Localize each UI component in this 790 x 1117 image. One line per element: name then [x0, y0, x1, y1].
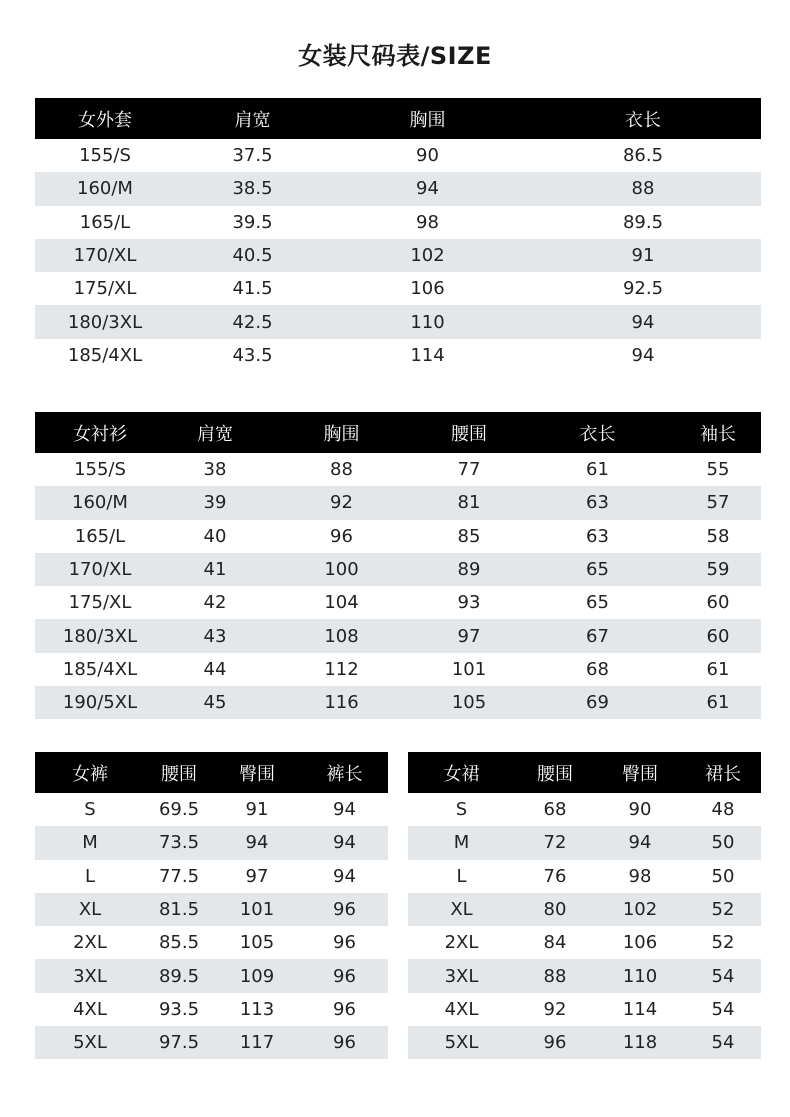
table-row	[35, 139, 761, 172]
column-header: 女衬衫	[73, 423, 127, 445]
measurement-cell: 40	[203, 525, 227, 547]
table-row	[35, 993, 388, 1026]
measurement-cell: 59	[706, 559, 730, 581]
measurement-cell: 94	[628, 832, 652, 854]
table-row	[35, 486, 761, 519]
size-label-cell: M	[453, 832, 470, 854]
size-label-cell: 155/S	[79, 145, 131, 167]
table-row	[35, 520, 761, 553]
table-header-row	[35, 752, 388, 793]
table-row	[408, 1026, 761, 1059]
measurement-cell: 94	[333, 799, 356, 821]
pants-size-table	[35, 752, 388, 1059]
measurement-cell: 63	[586, 525, 609, 547]
table-row	[408, 826, 761, 859]
column-header: 衣长	[579, 423, 616, 445]
size-label-cell: 2XL	[444, 932, 479, 954]
measurement-cell: 54	[711, 1032, 735, 1054]
measurement-cell: 102	[622, 899, 658, 921]
table-row	[408, 959, 761, 992]
measurement-cell: 69.5	[158, 799, 200, 821]
measurement-cell: 109	[239, 965, 275, 987]
size-label-cell: 170/XL	[73, 245, 137, 267]
measurement-cell: 88	[631, 178, 655, 200]
measurement-cell: 54	[711, 998, 735, 1020]
table-row	[408, 893, 761, 926]
measurement-cell: 77	[457, 459, 481, 481]
size-label-cell: S	[84, 799, 96, 821]
size-label-cell: 180/3XL	[62, 625, 138, 647]
measurement-cell: 43	[203, 625, 227, 647]
size-label-cell: 165/L	[79, 211, 131, 233]
table-row	[35, 860, 388, 893]
measurement-cell: 67	[586, 625, 609, 647]
size-label-cell: 160/M	[77, 178, 133, 200]
measurement-cell: 60	[706, 592, 730, 614]
measurement-cell: 84	[543, 932, 567, 954]
measurement-cell: 57	[706, 492, 730, 514]
measurement-cell: 39.5	[232, 211, 273, 233]
measurement-cell: 116	[324, 692, 359, 714]
jacket-size-table	[35, 98, 761, 372]
measurement-cell: 105	[239, 932, 275, 954]
measurement-cell: 65	[586, 592, 609, 614]
measurement-cell: 72	[543, 832, 567, 854]
size-label-cell: 165/L	[74, 525, 126, 547]
measurement-cell: 90	[416, 145, 439, 167]
measurement-cell: 88	[543, 965, 567, 987]
page-title: 女装尺码表/SIZE	[298, 42, 492, 70]
measurement-cell: 39	[203, 492, 227, 514]
measurement-cell: 93.5	[158, 998, 200, 1020]
measurement-cell: 100	[324, 559, 359, 581]
measurement-cell: 61	[586, 459, 609, 481]
measurement-cell: 94	[416, 178, 439, 200]
measurement-cell: 41	[203, 559, 227, 581]
measurement-cell: 38.5	[232, 178, 273, 200]
size-label-cell: L	[84, 865, 96, 887]
measurement-cell: 52	[711, 899, 735, 921]
size-label-cell: 3XL	[444, 965, 479, 987]
size-label-cell: 190/5XL	[62, 692, 138, 714]
size-label-cell: 170/XL	[68, 559, 132, 581]
column-header: 衣长	[625, 109, 661, 131]
column-header: 胸围	[323, 423, 360, 445]
measurement-cell: 101	[239, 899, 275, 921]
column-header: 女裙	[443, 763, 480, 785]
measurement-cell: 92	[330, 492, 353, 514]
measurement-cell: 81	[457, 492, 481, 514]
measurement-cell: 52	[711, 932, 735, 954]
measurement-cell: 96	[330, 525, 353, 547]
size-label-cell: 2XL	[73, 932, 107, 954]
measurement-cell: 50	[711, 832, 735, 854]
measurement-cell: 44	[203, 658, 227, 680]
measurement-cell: 43.5	[232, 344, 273, 366]
measurement-cell: 73.5	[158, 832, 200, 854]
table-row	[35, 959, 388, 992]
measurement-cell: 37.5	[232, 145, 273, 167]
measurement-cell: 110	[410, 311, 445, 333]
measurement-cell: 97	[245, 865, 269, 887]
measurement-cell: 76	[543, 865, 567, 887]
table-row	[35, 1026, 388, 1059]
measurement-cell: 98	[628, 865, 652, 887]
size-label-cell: 5XL	[444, 1032, 479, 1054]
measurement-cell: 91	[631, 245, 655, 267]
table-row	[35, 619, 761, 652]
measurement-cell: 94	[333, 832, 356, 854]
measurement-cell: 94	[333, 865, 356, 887]
measurement-cell: 113	[239, 998, 275, 1020]
measurement-cell: 117	[239, 1032, 275, 1054]
column-header: 臀围	[622, 763, 658, 785]
table-row	[35, 893, 388, 926]
measurement-cell: 114	[622, 998, 658, 1020]
table-row	[408, 860, 761, 893]
size-label-cell: 4XL	[444, 998, 479, 1020]
measurement-cell: 68	[586, 658, 609, 680]
table-row	[408, 793, 761, 826]
table-row	[35, 239, 761, 272]
measurement-cell: 89	[457, 559, 481, 581]
skirt-size-table	[408, 752, 761, 1059]
measurement-cell: 90	[628, 799, 652, 821]
measurement-cell: 93	[457, 592, 481, 614]
table-row	[35, 172, 761, 205]
table-row	[35, 686, 761, 719]
size-label-cell: 155/S	[74, 459, 126, 481]
measurement-cell: 58	[706, 525, 730, 547]
measurement-cell: 118	[622, 1032, 658, 1054]
measurement-cell: 104	[324, 592, 359, 614]
measurement-cell: 94	[245, 832, 269, 854]
measurement-cell: 68	[543, 799, 567, 821]
column-header: 腰围	[161, 763, 197, 785]
measurement-cell: 88	[330, 459, 353, 481]
measurement-cell: 89.5	[158, 965, 200, 987]
column-header: 裙长	[705, 763, 741, 785]
measurement-cell: 48	[711, 799, 735, 821]
measurement-cell: 92.5	[622, 278, 664, 300]
measurement-cell: 96	[333, 899, 356, 921]
table-row	[35, 339, 761, 372]
measurement-cell: 94	[631, 311, 655, 333]
measurement-cell: 80	[543, 899, 567, 921]
size-label-cell: XL	[450, 899, 473, 921]
measurement-cell: 101	[451, 658, 487, 680]
measurement-cell: 77.5	[158, 865, 200, 887]
column-header: 袖长	[700, 423, 736, 445]
measurement-cell: 110	[622, 965, 658, 987]
measurement-cell: 86.5	[622, 145, 664, 167]
measurement-cell: 61	[706, 658, 730, 680]
size-label-cell: 160/M	[72, 492, 128, 514]
measurement-cell: 105	[451, 692, 487, 714]
measurement-cell: 96	[333, 998, 356, 1020]
column-header: 女外套	[78, 109, 132, 131]
measurement-cell: 98	[416, 211, 439, 233]
measurement-cell: 108	[324, 625, 359, 647]
measurement-cell: 85	[457, 525, 481, 547]
size-label-cell: L	[456, 865, 467, 887]
measurement-cell: 106	[622, 932, 658, 954]
size-label-cell: 175/XL	[68, 592, 132, 614]
measurement-cell: 55	[706, 459, 730, 481]
measurement-cell: 38	[203, 459, 227, 481]
column-header: 胸围	[409, 109, 446, 131]
measurement-cell: 61	[706, 692, 730, 714]
table-row	[35, 553, 761, 586]
table-row	[35, 272, 761, 305]
measurement-cell: 96	[333, 965, 356, 987]
table-row	[35, 653, 761, 686]
size-label-cell: M	[82, 832, 98, 854]
measurement-cell: 50	[711, 865, 735, 887]
measurement-cell: 106	[410, 278, 445, 300]
measurement-cell: 45	[203, 692, 227, 714]
measurement-cell: 97	[457, 625, 481, 647]
measurement-cell: 42	[203, 592, 227, 614]
size-label-cell: 175/XL	[73, 278, 137, 300]
column-header: 腰围	[537, 763, 573, 785]
column-header: 肩宽	[234, 109, 271, 131]
column-header: 臀围	[239, 763, 275, 785]
size-label-cell: 3XL	[73, 965, 107, 987]
size-label-cell: 185/4XL	[62, 658, 138, 680]
column-header: 肩宽	[197, 423, 233, 445]
measurement-cell: 63	[586, 492, 609, 514]
measurement-cell: 65	[586, 559, 609, 581]
size-label-cell: S	[455, 799, 468, 821]
measurement-cell: 102	[410, 245, 445, 267]
measurement-cell: 97.5	[158, 1032, 200, 1054]
measurement-cell: 41.5	[232, 278, 273, 300]
table-row	[408, 926, 761, 959]
measurement-cell: 96	[543, 1032, 567, 1054]
measurement-cell: 42.5	[232, 311, 273, 333]
measurement-cell: 54	[711, 965, 735, 987]
measurement-cell: 85.5	[158, 932, 200, 954]
measurement-cell: 40.5	[232, 245, 273, 267]
measurement-cell: 112	[324, 658, 359, 680]
table-row	[35, 926, 388, 959]
table-row	[35, 586, 761, 619]
table-row	[35, 793, 388, 826]
measurement-cell: 96	[333, 1032, 356, 1054]
measurement-cell: 89.5	[622, 211, 664, 233]
measurement-cell: 96	[333, 932, 356, 954]
table-header-row	[35, 98, 761, 139]
size-label-cell: 180/3XL	[67, 311, 143, 333]
measurement-cell: 91	[245, 799, 269, 821]
size-label-cell: 5XL	[73, 1032, 107, 1054]
measurement-cell: 69	[586, 692, 609, 714]
measurement-cell: 60	[706, 625, 730, 647]
measurement-cell: 92	[543, 998, 567, 1020]
measurement-cell: 94	[631, 344, 655, 366]
table-row	[35, 826, 388, 859]
measurement-cell: 81.5	[158, 899, 200, 921]
table-row	[35, 206, 761, 239]
table-row	[408, 993, 761, 1026]
measurement-cell: 114	[410, 344, 445, 366]
shirt-size-table	[35, 412, 761, 719]
column-header: 女裤	[72, 763, 108, 785]
column-header: 裤长	[326, 763, 363, 785]
table-row	[35, 453, 761, 486]
size-label-cell: 4XL	[73, 998, 107, 1020]
table-header-row	[35, 412, 761, 453]
size-label-cell: 185/4XL	[67, 344, 143, 366]
table-row	[35, 305, 761, 338]
table-header-row	[408, 752, 761, 793]
column-header: 腰围	[451, 423, 487, 445]
size-label-cell: XL	[78, 899, 102, 921]
